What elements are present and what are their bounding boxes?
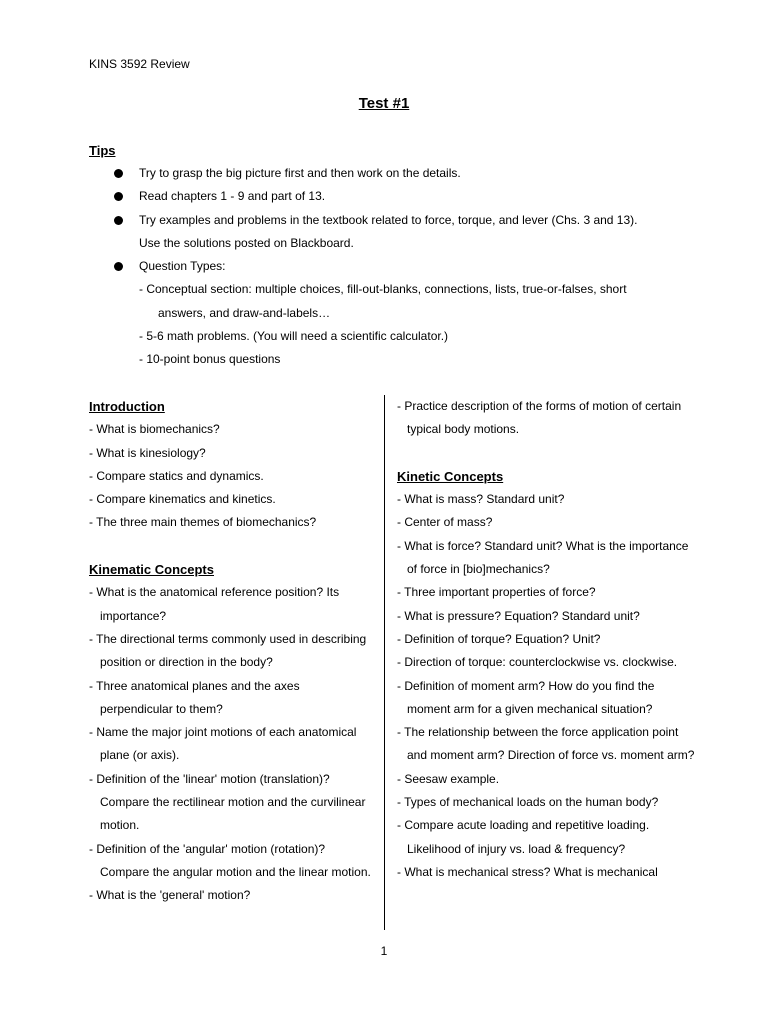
spacer bbox=[397, 442, 697, 465]
tips-item bbox=[114, 162, 694, 185]
page-title: Test #1 bbox=[358, 95, 410, 112]
kinematic-heading: Kinematic Concepts bbox=[89, 562, 214, 578]
list-item: - Definition of the 'angular' motion (rotation)? Compare the angular motion and the linear motion. bbox=[89, 841, 371, 879]
tips-item-text: Try to grasp the big picture first and then work on the details. bbox=[139, 166, 461, 180]
question-type-line: answers, and draw-and-labels… bbox=[158, 305, 331, 320]
list-item: - Definition of moment arm? How do you find the moment arm for a given mechanical situation? bbox=[397, 678, 655, 716]
list-item: - Seesaw example. bbox=[397, 771, 500, 786]
list-item: - What is mass? Standard unit? bbox=[397, 492, 565, 507]
list-item: - The relationship between the force application point and moment arm? Direction of force vs. moment arm? bbox=[397, 725, 695, 763]
list-item: - Direction of torque: counterclockwise vs. clockwise. bbox=[397, 655, 678, 670]
introduction-heading: Introduction bbox=[89, 399, 165, 414]
tips-item bbox=[114, 209, 694, 256]
question-type-line: - Conceptual section: multiple choices, fill-out-blanks, connections, lists, true-or-falses, short bbox=[139, 282, 627, 297]
left-column bbox=[89, 395, 375, 908]
list-item: - What is pressure? Equation? Standard unit? bbox=[397, 608, 640, 623]
tips-list bbox=[114, 162, 694, 372]
page-number: 1 bbox=[380, 944, 388, 958]
bullet-icon bbox=[114, 216, 123, 225]
kinetic-heading: Kinetic Concepts bbox=[397, 468, 504, 484]
tips-item bbox=[114, 255, 694, 371]
list-item: - Types of mechanical loads on the human body? bbox=[397, 795, 659, 810]
list-item: - Center of mass? bbox=[397, 515, 493, 530]
tips-heading: Tips bbox=[89, 143, 116, 158]
list-item: - What is biomechanics? bbox=[89, 422, 220, 437]
bullet-icon bbox=[114, 192, 123, 201]
list-item: - Practice description of the forms of motion of certain typical body motions. bbox=[397, 399, 682, 437]
list-item: - Definition of torque? Equation? Unit? bbox=[397, 631, 601, 646]
list-item: - Compare statics and dynamics. bbox=[89, 468, 264, 483]
list-item: - The directional terms commonly used in describing position or direction in the body? bbox=[89, 631, 367, 670]
list-item: - What is kinesiology? bbox=[89, 445, 206, 460]
question-type-line: - 5-6 math problems. (You will need a scientific calculator.) bbox=[139, 329, 449, 344]
list-item: - What is force? Standard unit? What is the importance of force in [bio]mechanics? bbox=[397, 538, 689, 577]
tips-item-text: Question Types: bbox=[139, 259, 226, 274]
bullet-icon bbox=[114, 262, 123, 271]
list-item: - Compare acute loading and repetitive loading. Likelihood of injury vs. load & frequency? bbox=[397, 818, 650, 856]
document-header: KINS 3592 Review bbox=[89, 57, 190, 71]
bullet-icon bbox=[114, 169, 123, 178]
tips-item-text: Try examples and problems in the textbook related to force, torque, and lever (Chs. 3 and 13). bbox=[139, 212, 638, 227]
list-item: - What is mechanical stress? What is mechanical bbox=[397, 864, 658, 879]
list-item: - The three main themes of biomechanics? bbox=[89, 515, 317, 530]
list-item: - What is the 'general' motion? bbox=[89, 888, 251, 903]
list-item: - Definition of the 'linear' motion (translation)? Compare the rectilinear motion and the curvilinear motion. bbox=[89, 771, 366, 833]
tips-item-text: Read chapters 1 - 9 and part of 13. bbox=[139, 189, 326, 204]
tips-item bbox=[114, 185, 694, 208]
spacer bbox=[89, 535, 375, 558]
list-item: - What is the anatomical reference position? Its importance? bbox=[89, 585, 340, 623]
question-type-line: - 10-point bonus questions bbox=[139, 352, 281, 367]
list-item: - Three important properties of force? bbox=[397, 585, 596, 600]
tips-item-text: Use the solutions posted on Blackboard. bbox=[139, 235, 354, 250]
right-column bbox=[397, 395, 697, 884]
list-item: - Compare kinematics and kinetics. bbox=[89, 492, 276, 507]
list-item: - Name the major joint motions of each anatomical plane (or axis). bbox=[89, 725, 357, 763]
column-divider bbox=[384, 395, 385, 930]
list-item: - Three anatomical planes and the axes perpendicular to them? bbox=[89, 678, 300, 716]
